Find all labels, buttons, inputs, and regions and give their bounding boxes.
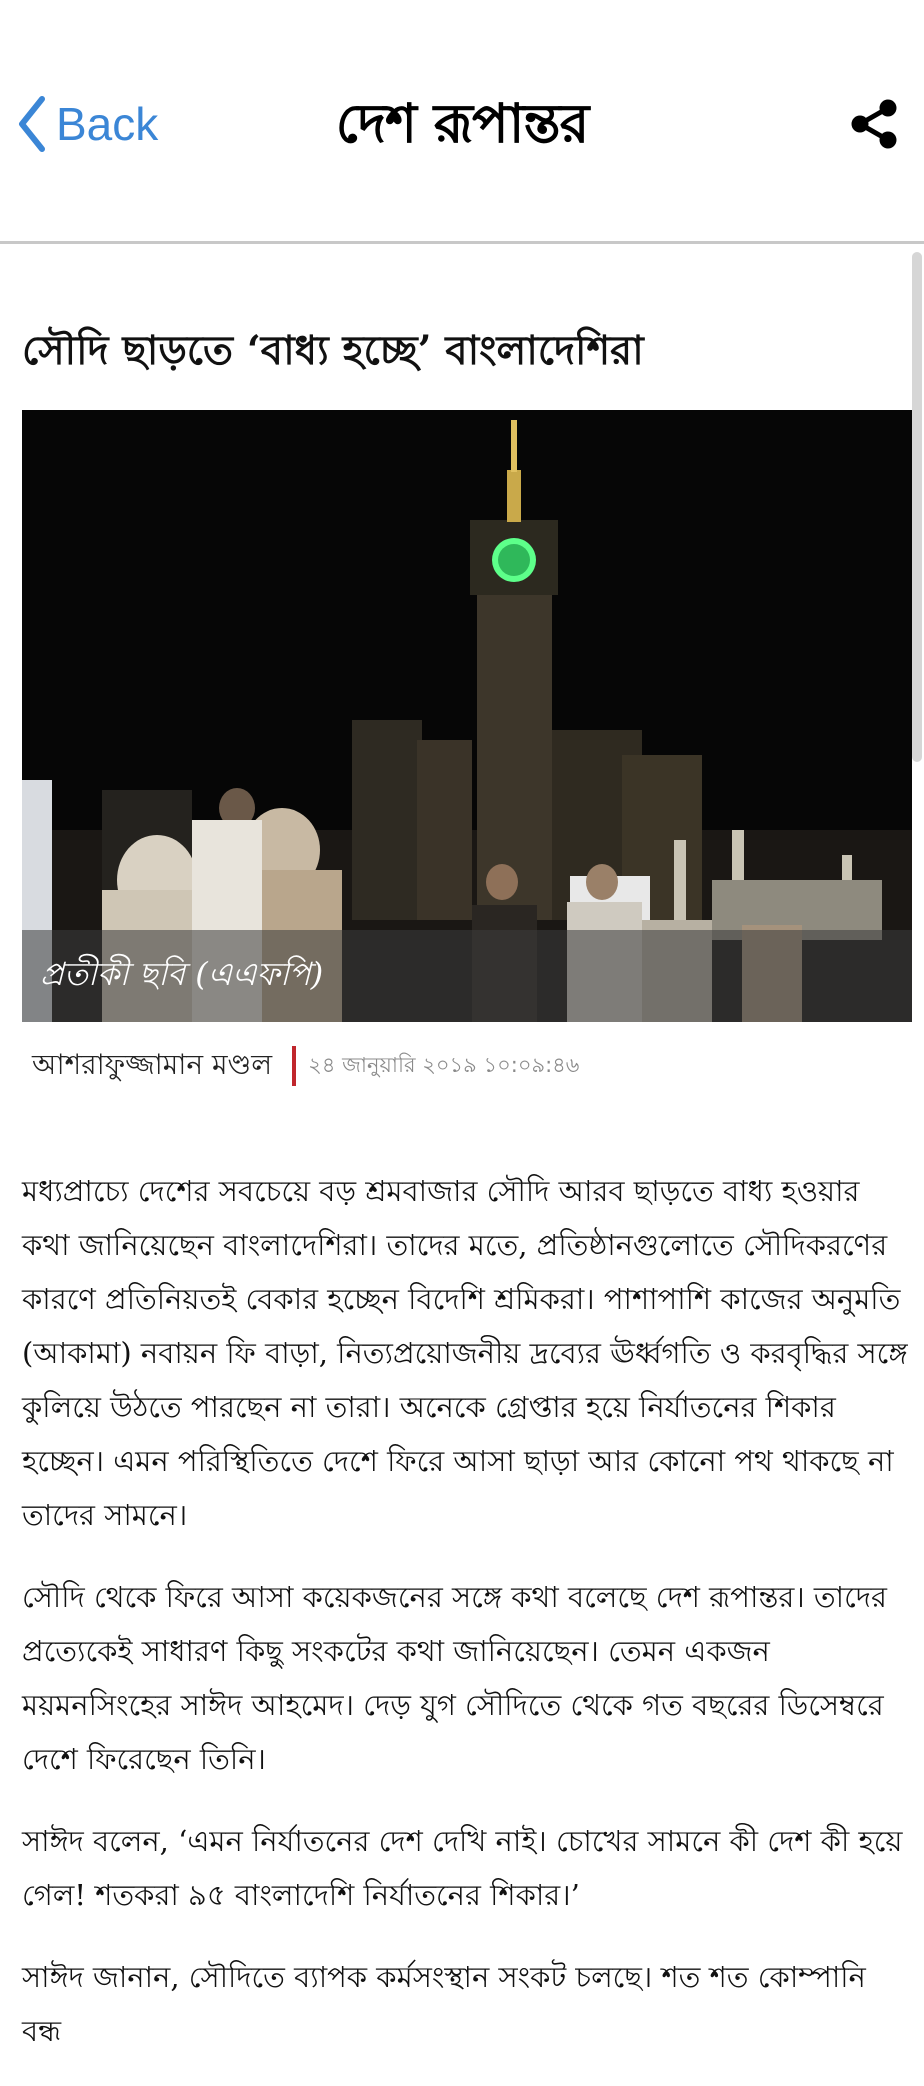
publish-date: ২৪ জানুয়ারি ২০১৯ ১০:০৯:৪৬ bbox=[308, 1052, 580, 1077]
article-paragraph: সৌদি থেকে ফিরে আসা কয়েকজনের সঙ্গে কথা বলেছে দেশ রূপান্তর। তাদের প্রত্যেকেই সাধারণ কিছু সংকটের কথা জানিয়েছেন। তেমন একজন ময়মনসিংহের সাঈদ আহমেদ। দেড় যুগ সৌদিতে থেকে গত বছরের ডিসেম্বরে দেশে ফিরেছেন তিনি। bbox=[22, 1580, 887, 1776]
article-hero-image bbox=[22, 410, 912, 1022]
image-caption: প্রতীকী ছবি (এএফপি) bbox=[40, 955, 324, 993]
author-name: আশরাফুজ্জামান মণ্ডল bbox=[32, 1047, 273, 1081]
top-navigation-bar bbox=[0, 0, 924, 244]
article-paragraph: সাঈদ জানান, সৌদিতে ব্যাপক কর্মসংস্থান সংকট চলছে। শত শত কোম্পানি বন্ধ bbox=[22, 1960, 866, 2048]
back-label: Back bbox=[56, 98, 159, 150]
site-logo: দেশ রূপান্তর bbox=[335, 91, 589, 155]
article-paragraph: সাঈদ বলেন, ‘এমন নির্যাতনের দেশ দেখি নাই। চোখের সামনে কী দেশ কী হয়ে গেল! শতকরা ৯৫ বাংলাদেশি নির্যাতনের শিকার।’ bbox=[22, 1824, 903, 1912]
article-body bbox=[22, 1164, 912, 2086]
share-icon bbox=[848, 135, 900, 154]
image-caption-bar bbox=[22, 930, 912, 1022]
article-meta bbox=[32, 1044, 579, 1088]
article-paragraph: মধ্যপ্রাচ্যে দেশের সবচেয়ে বড় শ্রমবাজার সৌদি আরব ছাড়তে বাধ্য হওয়ার কথা জানিয়েছেন বাংলাদেশিরা। তাদের মতে, প্রতিষ্ঠানগুলোতে সৌদিকরণের কারণে প্রতিনিয়তই বেকার হচ্ছেন বিদেশি শ্রমিকরা। পাশাপাশি কাজের অনুমতি (আকামা) নবায়ন ফি বাড়া, নিত্যপ্রয়োজনীয় দ্রব্যের ঊর্ধ্বগতি ও করবৃদ্ধির সঙ্গে কুলিয়ে উঠতে পারছেন না তারা। অনেকে গ্রেপ্তার হয়ে নির্যাতনের শিকার হচ্ছেন। এমন পরিস্থিতিতে দেশে ফিরে আসা ছাড়া আর কোনো পথ থাকছে না তাদের সামনে। bbox=[22, 1174, 908, 1532]
meta-divider bbox=[292, 1046, 296, 1086]
article-content bbox=[0, 244, 924, 2048]
share-button[interactable] bbox=[848, 98, 900, 150]
article-headline: সৌদি ছাড়তে ‘বাধ্য হচ্ছে’ বাংলাদেশিরা bbox=[22, 327, 644, 374]
